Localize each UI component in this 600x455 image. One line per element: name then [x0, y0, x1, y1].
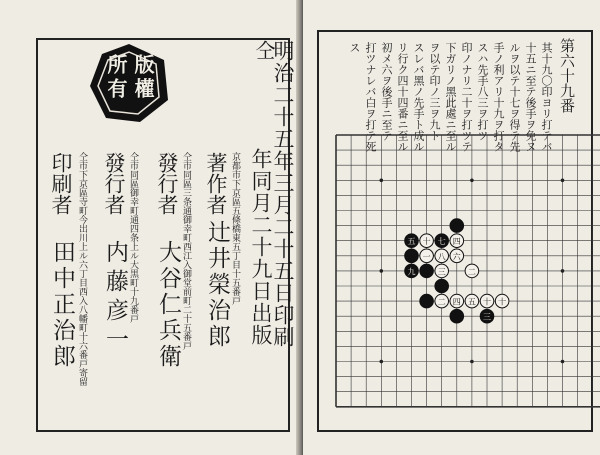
go-board [303, 0, 600, 455]
move-number: 八 [437, 252, 446, 262]
move-number: 一 [422, 252, 431, 262]
star-point [470, 179, 474, 183]
printer-address: 仝市下京區寺町今出川上ル六丁目西入八幡町十六番戸寄留 [77, 152, 87, 386]
commentary-column: 下ガリノ黑此處ニ至ル [444, 42, 457, 152]
stamp-text-2: 權 [131, 78, 155, 98]
star-point [380, 269, 384, 273]
publisher1-name: 大谷仁兵衛 [155, 240, 181, 370]
black-stone [420, 264, 434, 278]
move-number: 五 [407, 237, 416, 247]
black-stone [405, 249, 419, 263]
commentary-column: 印ノナリ二十ヲ打ツテ [460, 42, 473, 152]
commentary-column: リ行ク四十四番ニ至ル [396, 42, 409, 152]
move-number: 六 [452, 252, 461, 262]
commentary-column: スハ先手八三ヲ打ツ [476, 42, 489, 141]
publisher1-address: 仝市同區三条通御幸町西江入御堂前町二十五番戸 [181, 152, 191, 350]
black-stone [435, 279, 449, 293]
print-date: 明治二十五年三月二十五日印刷 [271, 40, 295, 348]
stamp-text-4: 有 [104, 78, 128, 98]
printer-role: 印刷者 [49, 152, 73, 215]
stamp-text-1: 版 [131, 54, 155, 74]
move-number: 七 [437, 237, 446, 247]
star-point [380, 360, 384, 364]
star-point [561, 360, 565, 364]
printer-name: 田中正治郎 [49, 240, 75, 370]
commentary-column: 初メ六ヲ後手ニ至テ [380, 42, 393, 141]
copyright-stamp [88, 42, 170, 124]
publisher1-role: 發行者 [155, 152, 179, 215]
publisher2-address: 仝市同區御幸町通四条上ル大黒町十九番戸 [128, 152, 138, 323]
author-name: 辻井榮治郎 [204, 220, 230, 350]
zen-mark: 仝 [252, 40, 276, 60]
problem-title: 第六十九番 [558, 38, 576, 113]
commentary-column: 打ツナレバ白ヲ打テ死 [364, 42, 377, 152]
move-number: 五 [467, 297, 476, 307]
author-role: 著作者 [204, 152, 228, 215]
star-point [561, 179, 565, 183]
move-number: 十 [422, 237, 431, 247]
black-stone [450, 219, 464, 233]
commentary-column: 其十九〇印ヨリ打テバ [540, 42, 553, 152]
commentary-column: スレバ黑ノ先手ト成ル [412, 42, 425, 152]
move-number: 九 [407, 267, 416, 277]
commentary-column: ヲ以テ印ノ三ヲ九ト [428, 42, 441, 141]
publisher2-role: 發行者 [102, 152, 126, 215]
commentary-column: ルヲ以テ十七ヲ得テ先 [508, 42, 521, 152]
stamp-text-3: 所 [104, 54, 128, 74]
black-stone [420, 294, 434, 308]
right-page [303, 0, 600, 455]
star-point [380, 179, 384, 183]
star-point [470, 360, 474, 364]
commentary-column: 十五ニ至テ後手ヲ免ヌ [524, 42, 537, 152]
move-number: 二 [437, 297, 446, 307]
move-number: 三 [483, 312, 491, 322]
star-point [561, 269, 565, 273]
black-stone [450, 309, 464, 323]
move-number: 四 [452, 237, 461, 247]
publish-date: 年同月二十九日出版 [249, 148, 273, 346]
move-number: 十 [498, 297, 507, 307]
move-number: 十 [483, 297, 491, 307]
move-number: 三 [437, 267, 446, 277]
author-address: 京都市下京區五條橋東五丁目十五番戸 [230, 152, 240, 305]
publisher2-name: 内藤彦一 [102, 240, 128, 356]
move-number: 二 [467, 267, 476, 277]
move-number: 四 [452, 297, 461, 307]
commentary-column: 手ノ利アリ十九ヲ打タ [492, 42, 505, 152]
commentary-column: ス [348, 42, 361, 53]
